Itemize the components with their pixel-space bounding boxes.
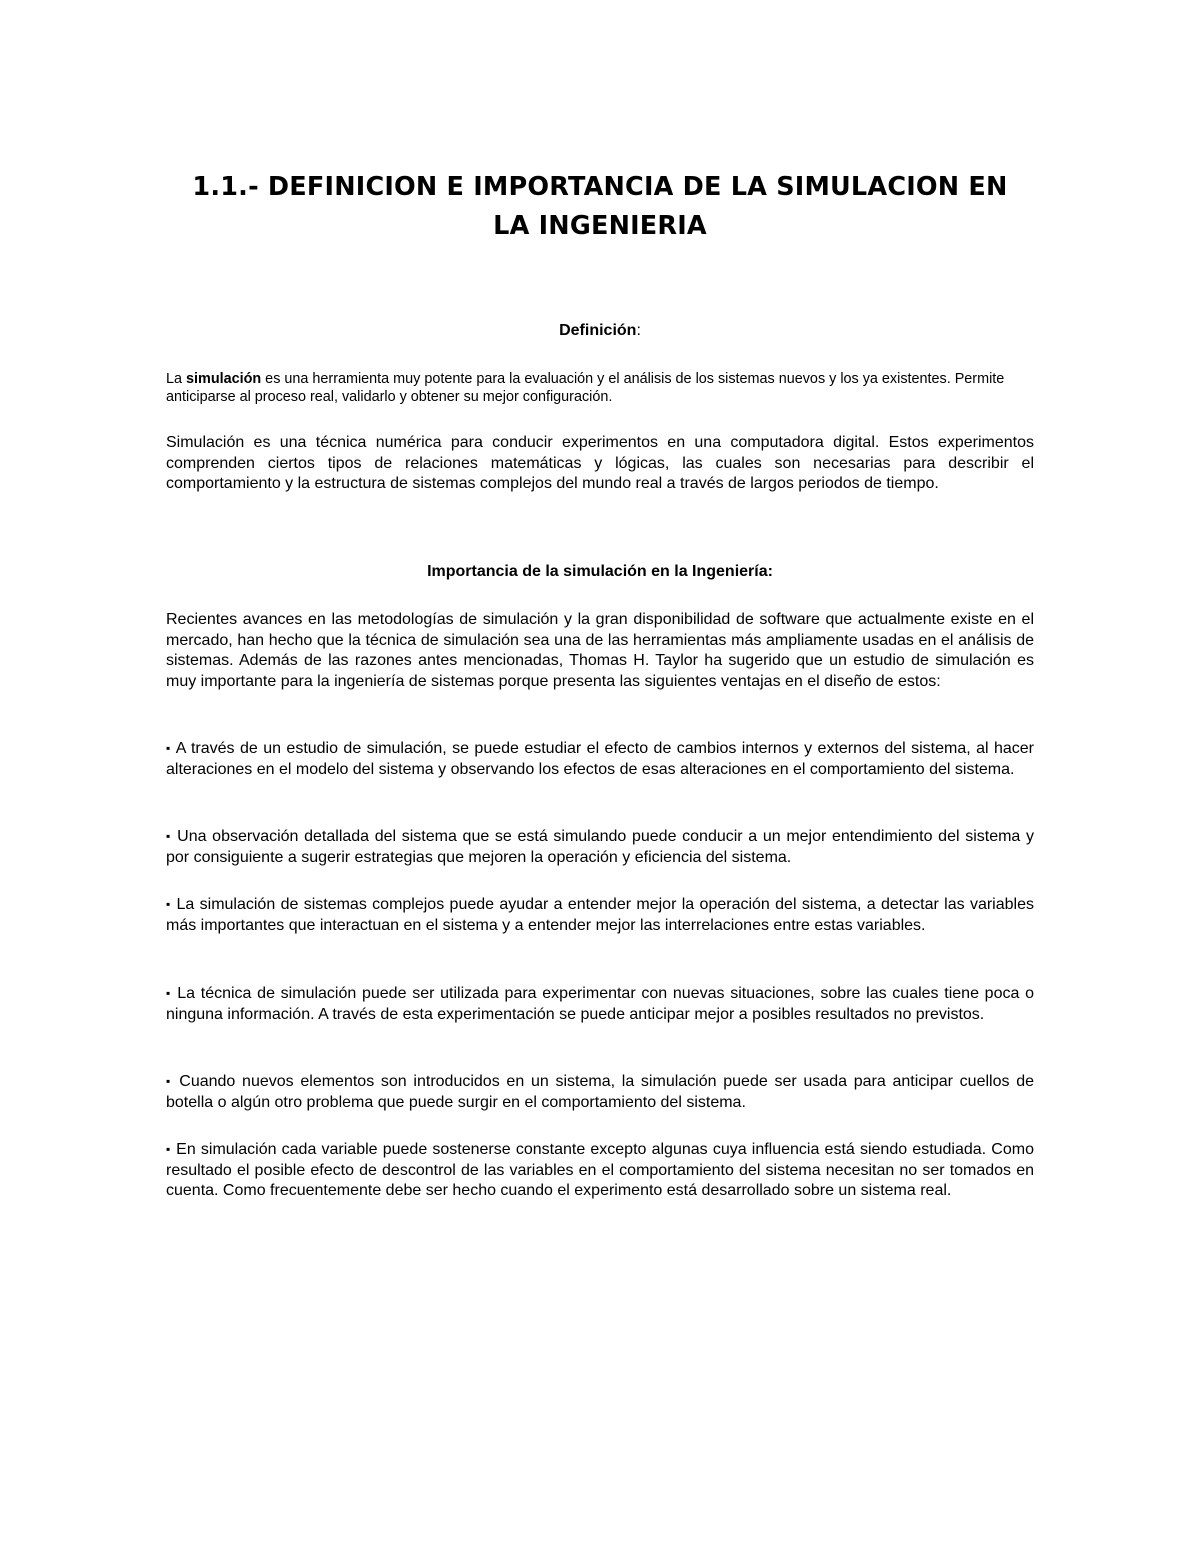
bullet-item-5 <box>166 1071 1034 1113</box>
title-line-1: 1.1.- DEFINICION E IMPORTANCIA DE LA SIMULACION EN <box>192 172 1008 202</box>
bullet-item-1 <box>166 738 1034 780</box>
document-title <box>150 168 1050 246</box>
bullet-icon: ▪ <box>166 897 172 911</box>
definition-paragraph <box>166 371 1034 406</box>
bullet-text-1: A través de un estudio de simulación, se puede estudiar el efecto de cambios internos y externos del sistema, al hacer alteraciones en el modelo del sistema y observando los efectos de esas alteraciones en el comportamiento del sistema. <box>166 740 1034 778</box>
bullet-item-2 <box>166 826 1034 868</box>
definition-prefix: La <box>166 371 187 387</box>
bullet-text-4: La técnica de simulación puede ser utilizada para experimentar con nuevas situaciones, sobre las cuales tiene poca o ninguna información. A través de esta experimentación se puede anticipar mejor a posibles resultados no previstos. <box>166 985 1034 1023</box>
bullet-item-3 <box>166 894 1034 936</box>
importance-intro-paragraph: Recientes avances en las metodologías de simulación y la gran disponibilidad de software que actualmente existe en el mercado, han hecho que la técnica de simulación sea una de las herramientas más ampliamente usadas en el análisis de sistemas. Además de las razones antes mencionadas, Thomas H. Taylor ha sugerido que un estudio de simulación es muy importante para la ingeniería de sistemas porque presenta las siguientes ventajas en el diseño de estos: <box>166 611 1034 690</box>
bullet-text-5: Cuando nuevos elementos son introducidos en un sistema, la simulación puede ser usada para anticipar cuellos de botella o algún otro problema que puede surgir en el comportamiento del sistema. <box>166 1073 1034 1111</box>
simulation-paragraph: Simulación es una técnica numérica para conducir experimentos en una computadora digital. Estos experimentos comprenden ciertos tipos de relaciones matemáticas y lógicas, las cuales son necesarias para describir el comportamiento y la estructura de sistemas complejos del mundo real a través de largos periodos de tiempo. <box>166 434 1034 492</box>
importance-heading: Importancia de la simulación en la Ingeniería: <box>427 563 773 580</box>
definition-rest: es una herramienta muy potente para la evaluación y el análisis de los sistemas nuevos y los ya existentes. Permite anticiparse al proceso real, validarlo y obtener su mejor configuración. <box>166 371 1005 405</box>
bullet-item-6 <box>166 1139 1034 1202</box>
bullet-icon: ▪ <box>166 829 172 843</box>
bullet-icon: ▪ <box>166 986 172 1000</box>
bullet-text-3: La simulación de sistemas complejos puede ayudar a entender mejor la operación del sistema, a detectar las variables más importantes que interactuan en el sistema y a entender mejor las interrelaciones entre estas variables. <box>166 896 1034 934</box>
definition-term: simulación <box>186 371 262 387</box>
definition-heading <box>166 320 1034 342</box>
definition-heading-text: Definición <box>559 322 637 339</box>
definition-heading-colon: : <box>636 322 641 339</box>
bullet-icon: ▪ <box>166 1142 171 1156</box>
bullet-text-2: Una observación detallada del sistema que se está simulando puede conducir a un mejor entendimiento del sistema y por consiguiente a sugerir estrategias que mejoren la operación y eficiencia del sistema. <box>166 828 1034 866</box>
bullet-item-4 <box>166 983 1034 1025</box>
bullet-icon: ▪ <box>166 1074 173 1088</box>
bullet-text-6: En simulación cada variable puede sostenerse constante excepto algunas cuya influencia está siendo estudiada. Como resultado el posible efecto de descontrol de las variables en el comportamiento del sistema necesitan no ser tomados en cuenta. Como frecuentemente debe ser hecho cuando el experimento está desarrollado sobre un sistema real. <box>166 1141 1034 1199</box>
bullet-icon: ▪ <box>166 741 172 755</box>
title-line-2: LA INGENIERIA <box>493 211 707 241</box>
